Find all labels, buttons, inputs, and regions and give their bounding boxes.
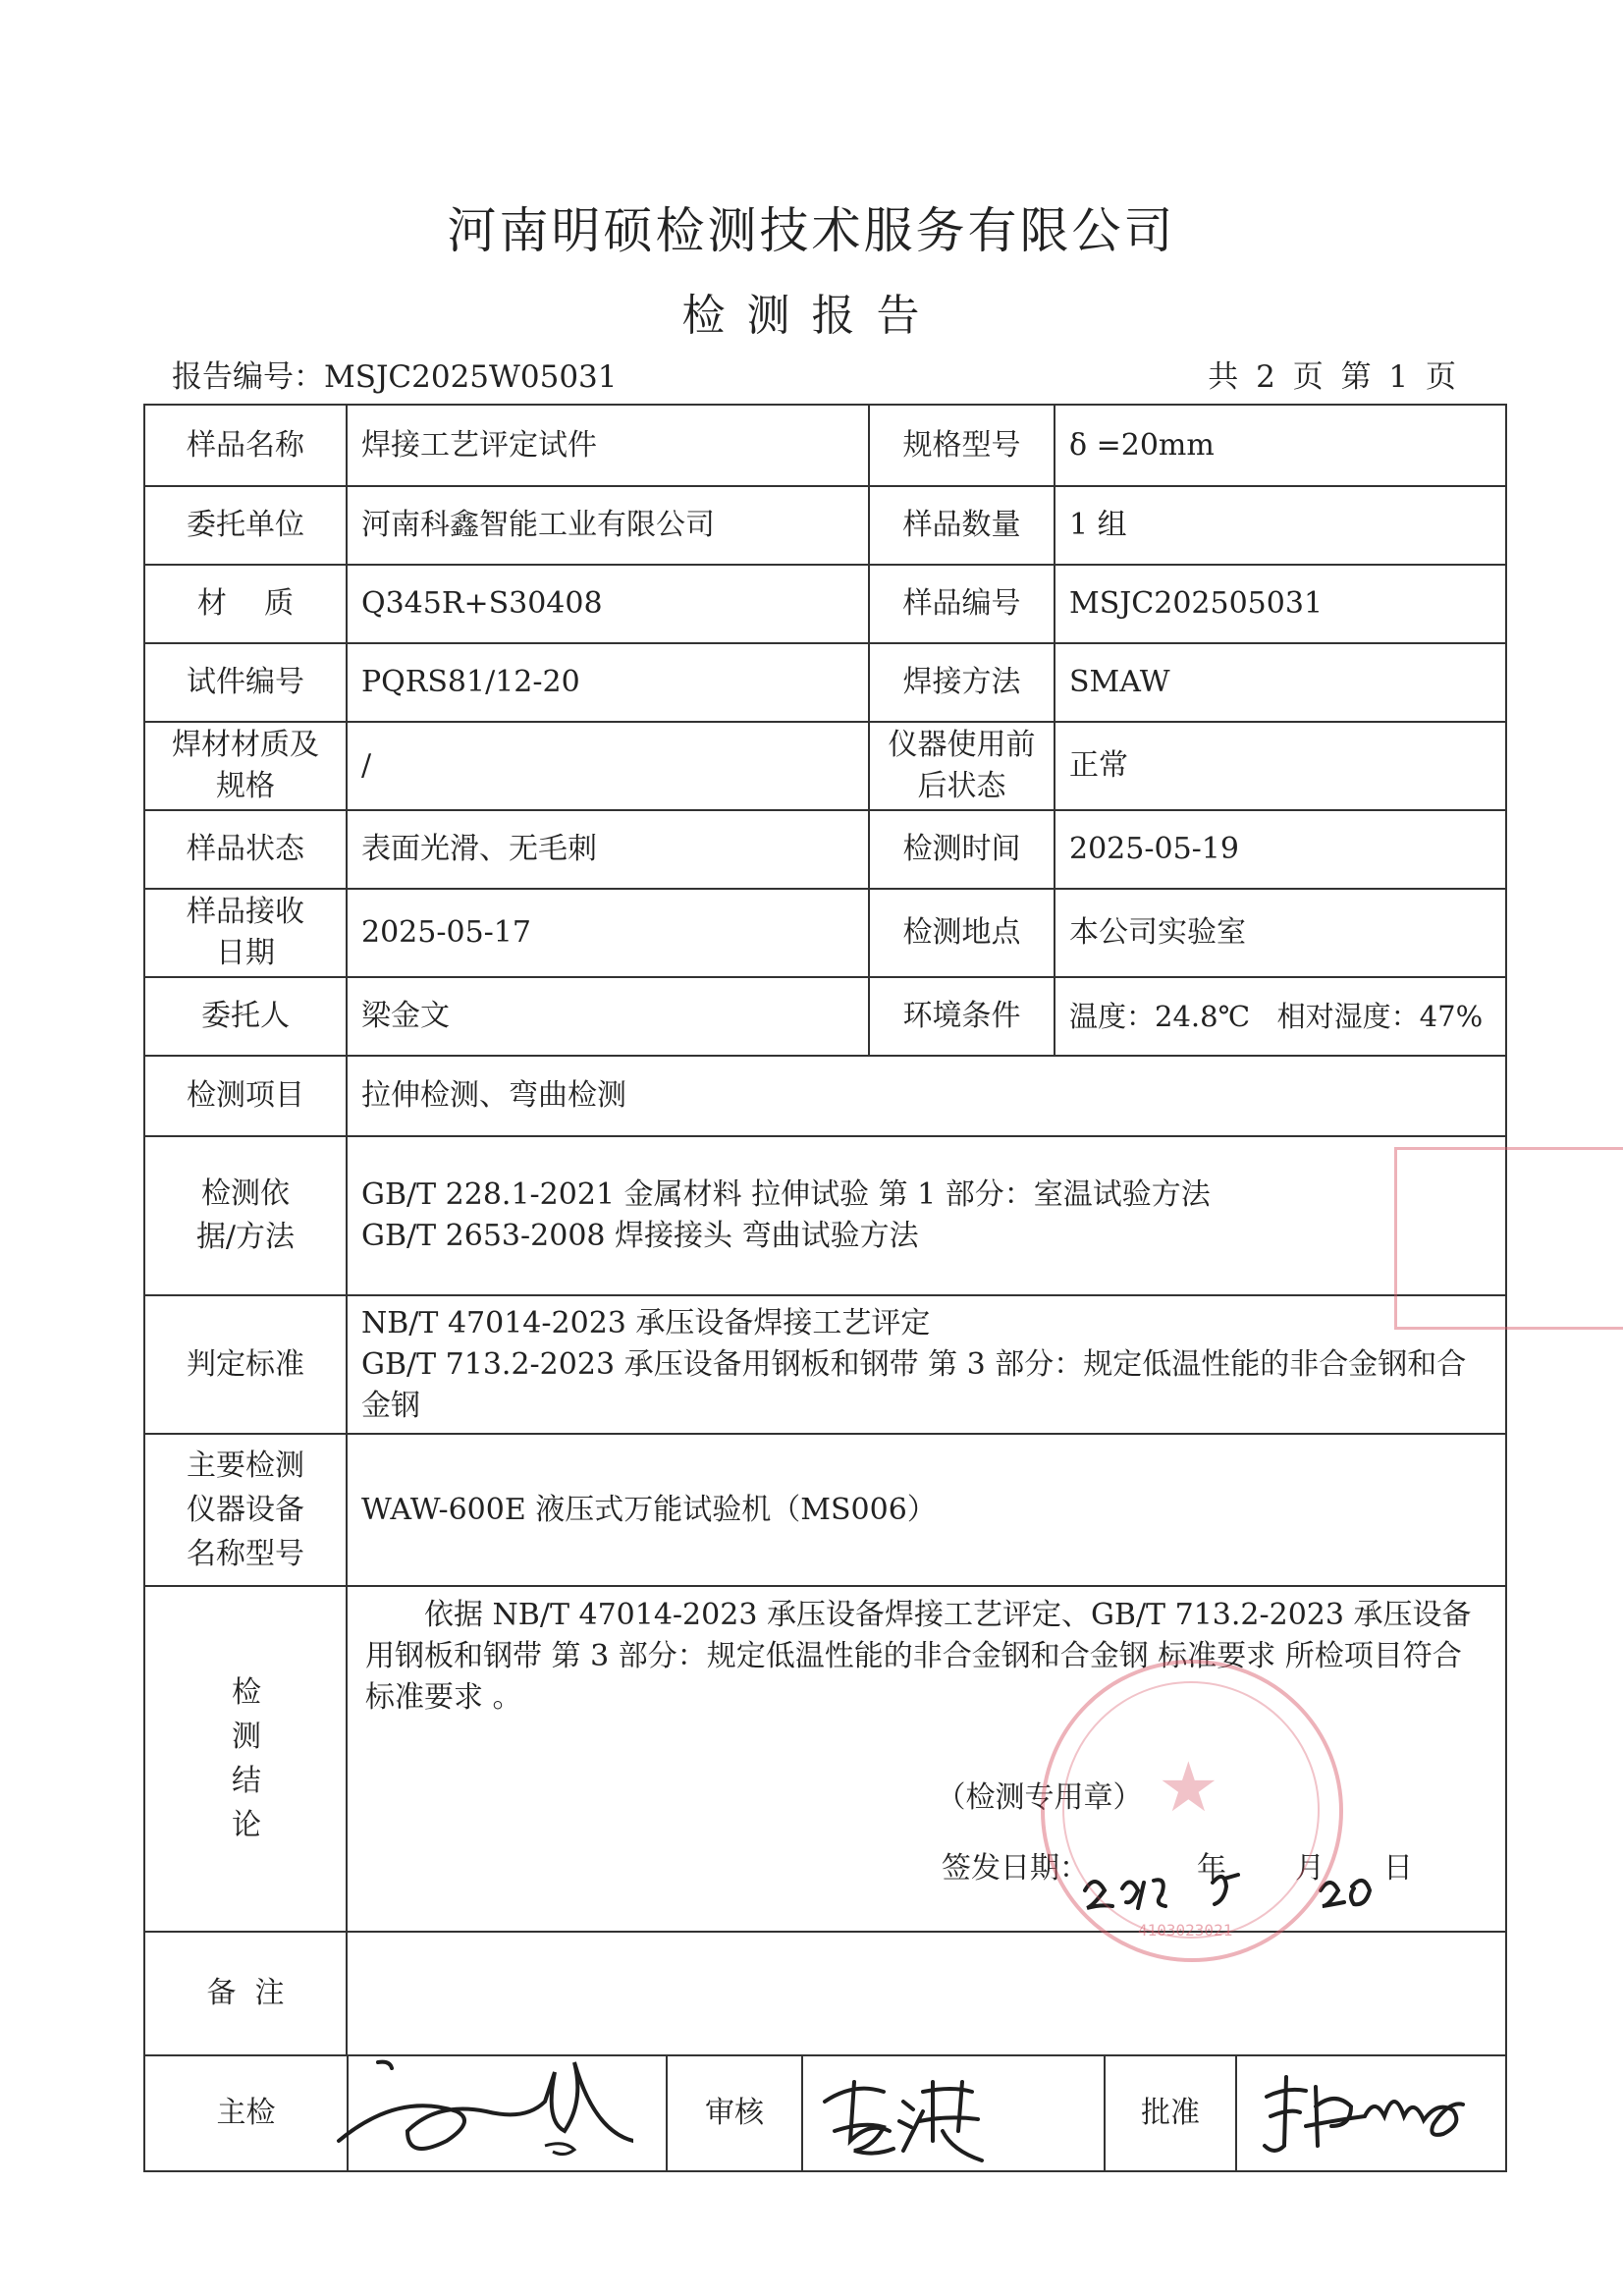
consignor-value: 梁金文 bbox=[347, 977, 869, 1056]
seal-text: （检测专用章） bbox=[936, 1780, 1143, 1815]
inspector-label: 主检 bbox=[145, 2056, 348, 2170]
criteria-value bbox=[347, 1295, 1506, 1434]
sample-state-label: 样品状态 bbox=[144, 810, 347, 889]
table-row bbox=[144, 405, 1506, 486]
basis-line: GB/T 228.1-2021 金属材料 拉伸试验 第 1 部分：室温试验方法 bbox=[361, 1177, 1211, 1212]
reviewer-label: 审核 bbox=[667, 2056, 802, 2170]
issue-date-label: 签发日期： bbox=[942, 1851, 1089, 1886]
signature-row bbox=[144, 2055, 1506, 2171]
basis-label: 检测依据/方法 bbox=[144, 1136, 347, 1295]
conclusion-text: 依据 NB/T 47014-2023 承压设备焊接工艺评定、GB/T 713.2-2023 承压设备用钢板和钢带 第 3 部分：规定低温性能的非合金钢和合金钢 标准要求 所检项目符合标准要求 。 bbox=[365, 1598, 1472, 1715]
signature-table bbox=[145, 2056, 1505, 2170]
spec-value: δ =20mm bbox=[1055, 405, 1506, 486]
basis-line: GB/T 2653-2008 焊接接头 弯曲试验方法 bbox=[361, 1219, 919, 1253]
receive-date-value: 2025-05-17 bbox=[347, 889, 869, 977]
seal-star-icon: ★ bbox=[1158, 1747, 1219, 1828]
remarks-label: 备 注 bbox=[144, 1932, 347, 2055]
criteria-line: GB/T 713.2-2023 承压设备用钢板和钢带 第 3 部分：规定低温性能的非合金钢和合金钢 bbox=[361, 1346, 1467, 1423]
reviewer-signature bbox=[802, 2056, 1105, 2170]
issue-date-year-suffix: 年 bbox=[1197, 1851, 1226, 1886]
equipment-value: WAW-600E 液压式万能试验机（MS006） bbox=[347, 1434, 1506, 1586]
test-place-value: 本公司实验室 bbox=[1055, 889, 1506, 977]
material-label: 材 质 bbox=[144, 565, 347, 643]
sample-state-value: 表面光滑、无毛刺 bbox=[347, 810, 869, 889]
spec-label: 规格型号 bbox=[869, 405, 1055, 486]
sample-name-label: 样品名称 bbox=[144, 405, 347, 486]
report-title: 检测报告 bbox=[681, 291, 942, 341]
report-table bbox=[143, 404, 1507, 2172]
table-row bbox=[144, 1056, 1506, 1136]
material-value: Q345R+S30408 bbox=[347, 565, 869, 643]
quantity-value: 1 组 bbox=[1055, 486, 1506, 565]
company-name: 河南明硕检测技术服务有限公司 bbox=[447, 202, 1176, 259]
conclusion-cell bbox=[347, 1586, 1506, 1932]
table-row bbox=[144, 1932, 1506, 2055]
test-time-value: 2025-05-19 bbox=[1055, 810, 1506, 889]
client-label: 委托单位 bbox=[144, 486, 347, 565]
table-row bbox=[144, 722, 1506, 810]
weld-method-label: 焊接方法 bbox=[869, 643, 1055, 722]
environment-label: 环境条件 bbox=[869, 977, 1055, 1056]
sample-no-label: 样品编号 bbox=[869, 565, 1055, 643]
weld-material-value: / bbox=[347, 722, 869, 810]
table-row bbox=[144, 486, 1506, 565]
weld-method-value: SMAW bbox=[1055, 643, 1506, 722]
issue-date bbox=[361, 1848, 1491, 1889]
table-row bbox=[144, 1295, 1506, 1434]
issue-date-month-suffix: 月 bbox=[1295, 1851, 1325, 1886]
table-row bbox=[144, 1434, 1506, 1586]
remarks-value bbox=[347, 1932, 1506, 2055]
receive-date-label: 样品接收日期 bbox=[144, 889, 347, 977]
client-value: 河南科鑫智能工业有限公司 bbox=[347, 486, 869, 565]
test-place-label: 检测地点 bbox=[869, 889, 1055, 977]
table-row bbox=[144, 565, 1506, 643]
weld-material-label: 焊材材质及规格 bbox=[144, 722, 347, 810]
test-time-label: 检测时间 bbox=[869, 810, 1055, 889]
table-row bbox=[144, 1136, 1506, 1295]
seal-number: 4103023021 bbox=[1138, 1921, 1233, 1940]
table-row bbox=[144, 1586, 1506, 1932]
report-number-value: MSJC2025W05031 bbox=[324, 359, 618, 395]
approver-label: 批准 bbox=[1105, 2056, 1236, 2170]
seam-stamp bbox=[1394, 1147, 1623, 1330]
report-number bbox=[172, 352, 618, 396]
consignor-label: 委托人 bbox=[144, 977, 347, 1056]
inspector-signature bbox=[348, 2056, 667, 2170]
table-row bbox=[144, 810, 1506, 889]
instrument-state-value: 正常 bbox=[1055, 722, 1506, 810]
page-info: 共 2 页 第 1 页 bbox=[1208, 359, 1456, 395]
criteria-line: NB/T 47014-2023 承压设备焊接工艺评定 bbox=[361, 1305, 931, 1340]
environment-value: 温度：24.8℃ 相对湿度：47% bbox=[1055, 977, 1506, 1056]
basis-value bbox=[347, 1136, 1506, 1295]
quantity-label: 样品数量 bbox=[869, 486, 1055, 565]
criteria-label: 判定标准 bbox=[144, 1295, 347, 1434]
table-row bbox=[144, 977, 1506, 1056]
test-items-value: 拉伸检测、弯曲检测 bbox=[347, 1056, 1506, 1136]
report-number-label: 报告编号： bbox=[172, 359, 324, 395]
issue-date-day-suffix: 日 bbox=[1383, 1851, 1413, 1886]
test-items-label: 检测项目 bbox=[144, 1056, 347, 1136]
sample-no-value: MSJC202505031 bbox=[1055, 565, 1506, 643]
equipment-label: 主要检测仪器设备名称型号 bbox=[144, 1434, 347, 1586]
table-row bbox=[144, 889, 1506, 977]
sample-name-value: 焊接工艺评定试件 bbox=[347, 405, 869, 486]
instrument-state-label: 仪器使用前后状态 bbox=[869, 722, 1055, 810]
conclusion-label: 检测结论 bbox=[144, 1586, 347, 1932]
specimen-no-value: PQRS81/12-20 bbox=[347, 643, 869, 722]
table-row bbox=[144, 643, 1506, 722]
specimen-no-label: 试件编号 bbox=[144, 643, 347, 722]
approver-signature bbox=[1236, 2056, 1505, 2170]
